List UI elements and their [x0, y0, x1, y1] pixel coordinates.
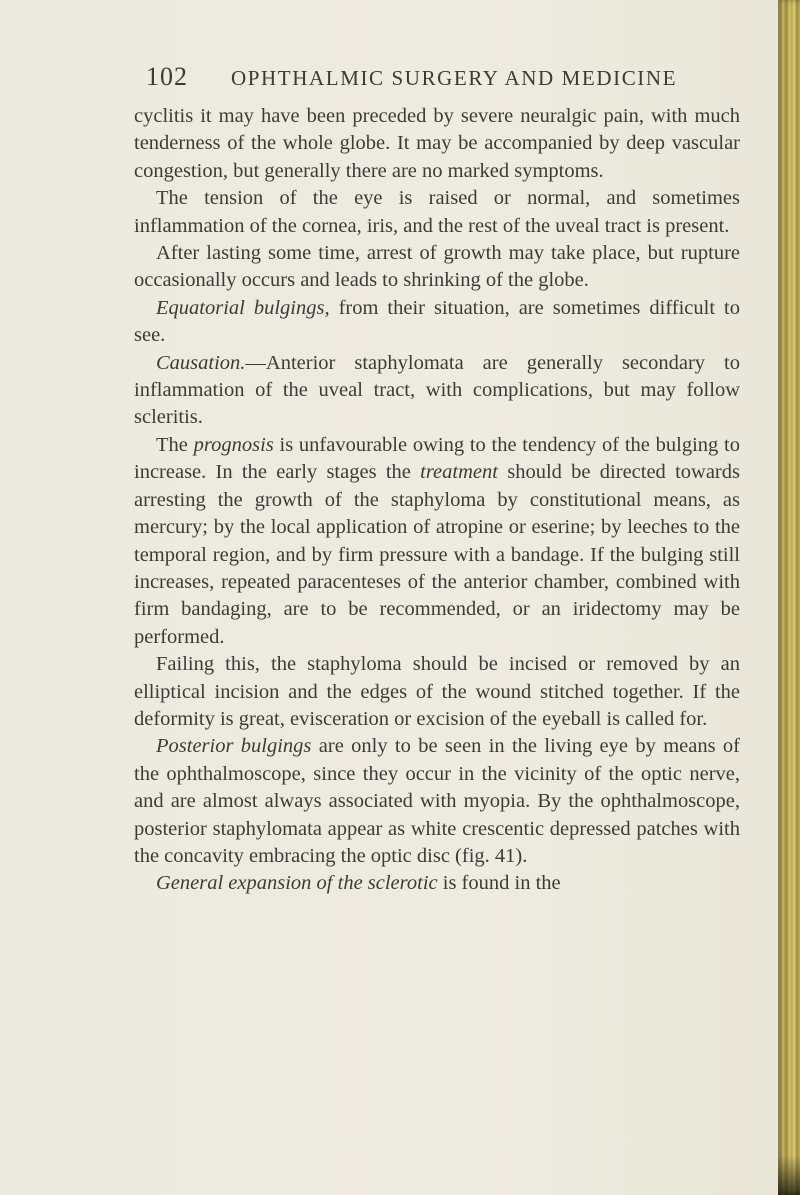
paragraph-posterior-text: are only to be seen in the living eye by means of the ophthalmoscope, since they occur in the vicinity of the optic nerve, and are almost always associated with myopia. By the ophthalmoscope, posterior staphylomata appear as white crescentic depressed patches with the concavity embracing the optic disc (fig. 41). — [134, 735, 740, 867]
paragraph-causation — [134, 350, 740, 432]
paragraph-tension: The tension of the eye is raised or normal, and sometimes inflammation of the cornea, iris, and the rest of the uveal tract is present. — [134, 187, 740, 237]
prognosis-text-3: should be directed towards arresting the growth of the staphyloma by constitutional means, as mercury; by the local application of atropine or eserine; by leeches to the temporal region, and by firm pressure with a bandage. If the bulging still increases, repeated paracenteses of the anterior chamber, combined with firm bandaging, are to be recommended, or an iridectomy may be performed. — [134, 461, 740, 648]
paragraph-prognosis — [134, 432, 740, 651]
book-binding-edge — [778, 0, 800, 1195]
heading-posterior-bulgings: Posterior bulgings — [156, 735, 312, 758]
heading-causation: Causation. — [156, 351, 246, 374]
page-number: 102 — [146, 62, 188, 91]
paragraph-causation-text: —Anterior staphylomata are generally secondary to inflammation of the uveal tract, with complications, but may follow scleritis. — [134, 351, 740, 429]
term-treatment: treatment — [420, 461, 498, 484]
paragraph-general-expansion-text: is found in the — [437, 872, 561, 895]
paragraph-failing: Failing this, the staphyloma should be incised or removed by an elliptical incision and the edges of the wound stitched together. If the deformity is great, evisceration or excision of the eyeball is called for. — [134, 653, 740, 730]
heading-general-expansion: General expansion of the sclerotic — [156, 872, 438, 895]
running-head: OPHTHALMIC SURGERY AND MEDICINE — [231, 66, 678, 90]
paragraph-general-expansion — [134, 870, 740, 897]
heading-equatorial-bulgings: Equatorial bulgings, — [156, 296, 330, 319]
prognosis-text-1: The — [156, 433, 194, 456]
paragraph-cyclitis: cyclitis it may have been preceded by severe neuralgic pain, with much tenderness of the whole globe. It may be accompanied by deep vascular congestion, but generally there are no marked symptoms. — [134, 105, 740, 182]
body-text — [134, 103, 740, 898]
paragraph-arrest: After lasting some time, arrest of growth may take place, but rupture occasionally occurs and leads to shrinking of the globe. — [134, 242, 740, 292]
term-prognosis: prognosis — [193, 433, 274, 456]
paragraph-posterior — [134, 733, 740, 870]
prognosis-text-2: is unfavourable owing to the tendency of the bulging to increase. In the early stages the — [134, 433, 740, 484]
paragraph-equatorial — [134, 295, 740, 350]
paragraph-equatorial-text: from their situation, are sometimes difficult to see. — [134, 296, 740, 347]
